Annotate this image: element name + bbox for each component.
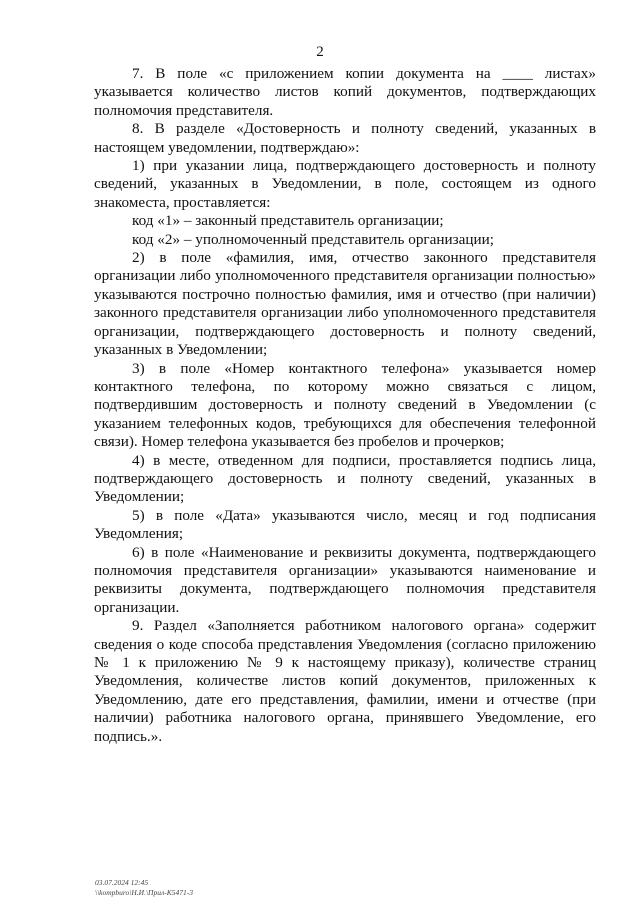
paragraph-code-2: код «2» – уполномоченный представитель организации; bbox=[132, 230, 494, 248]
paragraph-8: 8. В разделе «Достоверность и полноту сведений, указанных в настоящем уведомлении, подтверждаю»: bbox=[94, 120, 596, 156]
footer-file-path: \\kompburo\Н.И.\Прил-К5471-3 bbox=[95, 888, 193, 897]
paragraph-8-3: 3) в поле «Номер контактного телефона» указывается номер контактного телефона, по которому можно связаться с лицом, подтвердившим достоверность и полноту сведений в Уведомлении (с указанием телефонных кодов, требующихся для обеспечения телефонной связи). Номер телефона указывается без пробелов и прочерков; bbox=[94, 359, 596, 451]
document-footer bbox=[95, 878, 193, 898]
paragraph-code-1: код «1» – законный представитель организации; bbox=[132, 212, 444, 230]
paragraph-9: 9. Раздел «Заполняется работником налогового органа» содержит сведения о коде способа представления Уведомления (согласно приложению № 1 к приложению № 9 к настоящему приказу), количестве страниц Уведомления, количестве листов копий документов, приложенных к Уведомлению, дате его представления, фамилии, имени и отчестве (при наличии) работника налогового органа, принявшего Уведомление, его подпись.». bbox=[94, 617, 596, 745]
paragraph-8-6: 6) в поле «Наименование и реквизиты документа, подтверждающего полномочия представителя организации» указываются наименование и реквизиты документа, подтверждающего полномочия представителя организации. bbox=[94, 543, 596, 616]
paragraph-8-1: 1) при указании лица, подтверждающего достоверность и полноту сведений, указанных в Уведомлении, в поле, состоящем из одного знакоместа, проставляется: bbox=[94, 157, 596, 211]
paragraph-8-5: 5) в поле «Дата» указываются число, месяц и год подписания Уведомления; bbox=[94, 506, 596, 543]
page-number: 2 bbox=[316, 44, 324, 60]
paragraph-7: 7. В поле «с приложением копии документа на ____ листах» указывается количество листов копий документов, подтверждающих полномочия представителя. bbox=[94, 65, 596, 119]
paragraph-8-4: 4) в месте, отведенном для подписи, проставляется подпись лица, подтверждающего достоверность и полноту сведений, указанных в Уведомлении; bbox=[94, 451, 596, 506]
document-body bbox=[94, 65, 596, 746]
footer-timestamp: 03.07.2024 12:45 bbox=[95, 878, 149, 887]
paragraph-8-2: 2) в поле «фамилия, имя, отчество законного представителя организации либо уполномоченного представителя организации полностью» указываются построчно полностью фамилия, имя и отчество (при наличии) законного представителя организации либо уполномоченного представителя организации, подтверждающего достоверность и полноту сведений, указанных в Уведомлении; bbox=[94, 249, 596, 359]
